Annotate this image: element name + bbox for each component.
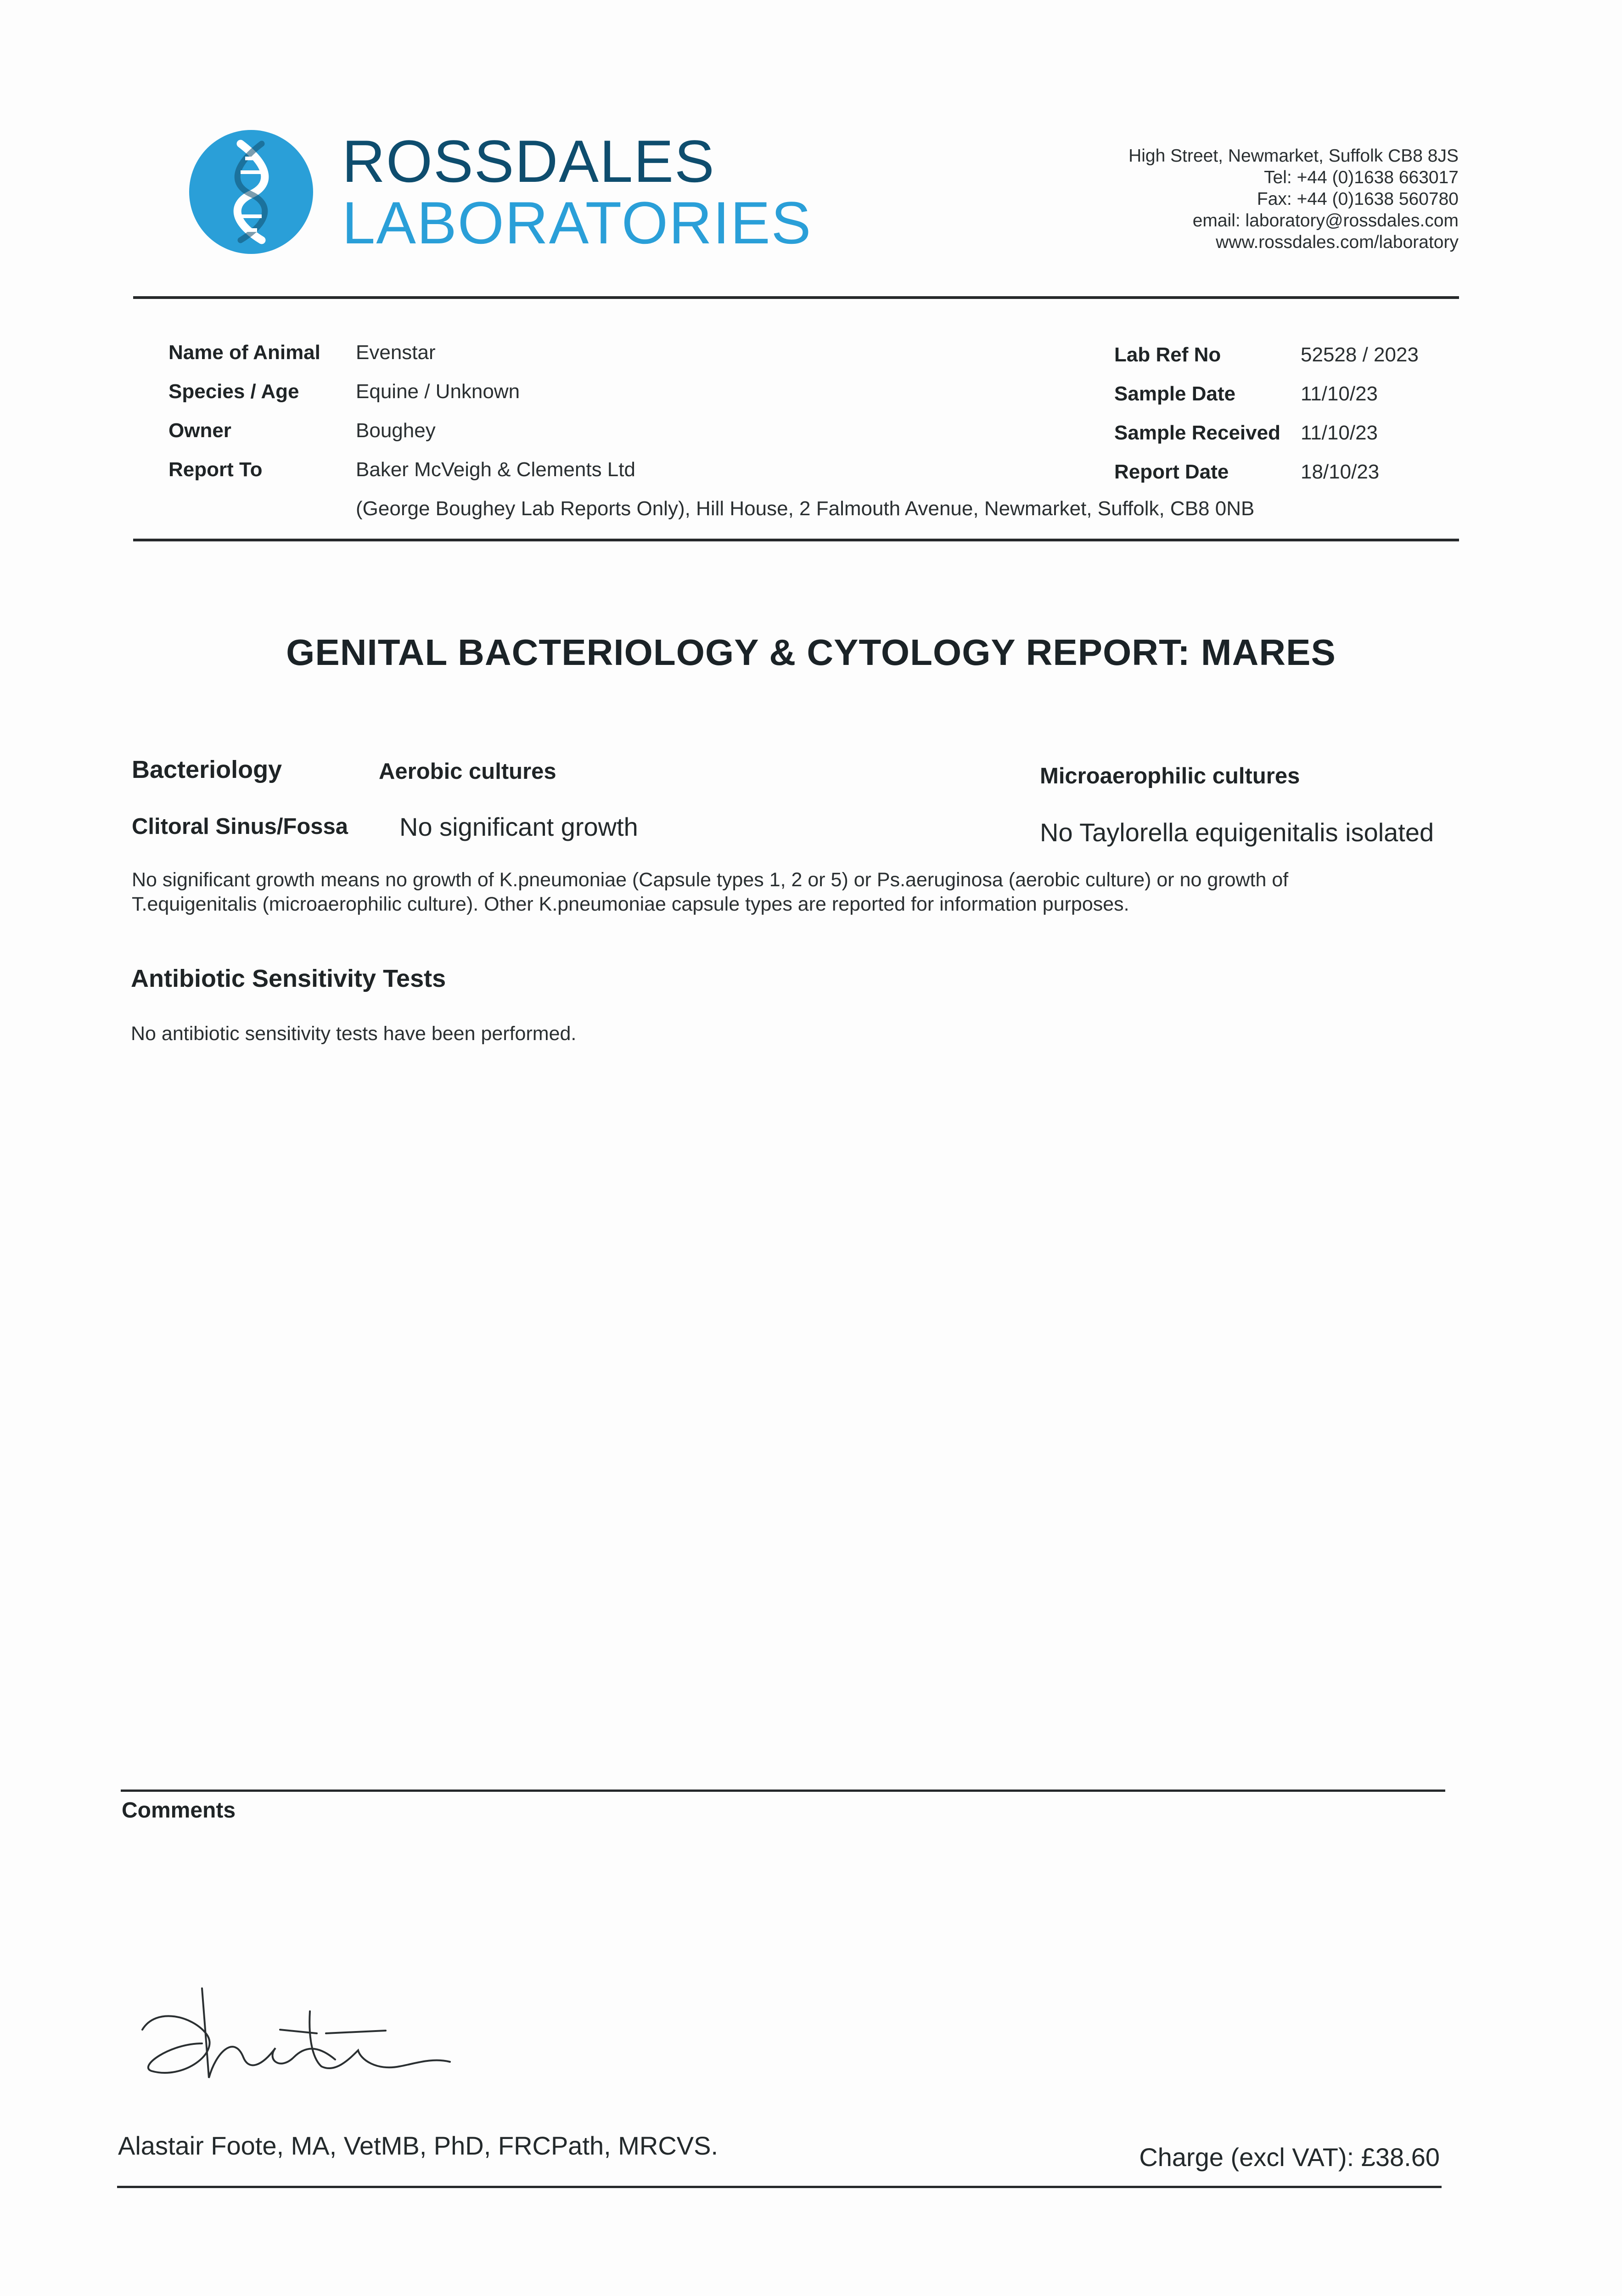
report-date-label: Report Date	[1114, 461, 1229, 483]
dna-helix-icon	[189, 130, 313, 254]
name-of-animal-label: Name of Animal	[168, 341, 320, 364]
note-line: T.equigenitalis (microaerophilic culture). Other K.pneumoniae capsule types are reported for information purposes.	[132, 893, 1129, 915]
lab-name-line2: LABORATORIES	[342, 189, 812, 256]
name-of-animal-value: Evenstar	[356, 341, 436, 364]
address-line: High Street, Newmarket, Suffolk CB8 8JS	[1128, 146, 1459, 166]
ast-heading: Antibiotic Sensitivity Tests	[131, 965, 446, 992]
aerobic-cultures-heading: Aerobic cultures	[379, 759, 556, 784]
microaerophilic-cultures-heading: Microaerophilic cultures	[1040, 764, 1300, 788]
aerobic-result: No significant growth	[399, 812, 638, 841]
signature	[129, 1979, 468, 2099]
lab-ref-label: Lab Ref No	[1114, 343, 1221, 366]
fax-line: Fax: +44 (0)1638 560780	[1257, 189, 1459, 209]
footer-divider	[117, 2186, 1442, 2188]
comments-divider	[121, 1790, 1445, 1792]
website-line: www.rossdales.com/laboratory	[1216, 232, 1459, 252]
lab-address	[1128, 145, 1459, 253]
report-to-address: (George Boughey Lab Reports Only), Hill House, 2 Falmouth Avenue, Newmarket, Suffolk, CB8 0NB	[356, 497, 1255, 520]
signer-name: Alastair Foote, MA, VetMB, PhD, FRCPath, MRCVS.	[118, 2131, 718, 2160]
lab-name-line1: ROSSDALES	[342, 128, 715, 195]
comments-label: Comments	[122, 1798, 236, 1823]
sample-received-value: 11/10/23	[1301, 422, 1378, 444]
owner-label: Owner	[168, 419, 231, 442]
sample-received-label: Sample Received	[1114, 422, 1280, 444]
sample-site: Clitoral Sinus/Fossa	[132, 814, 348, 839]
owner-value: Boughey	[356, 419, 436, 442]
bacteriology-heading: Bacteriology	[132, 756, 282, 783]
patient-info-divider	[133, 539, 1459, 541]
charge-amount: Charge (excl VAT): £38.60	[1139, 2143, 1440, 2172]
sample-date-value: 11/10/23	[1301, 383, 1378, 405]
ast-text: No antibiotic sensitivity tests have been performed.	[131, 1023, 577, 1045]
note-line: No significant growth means no growth of K.pneumoniae (Capsule types 1, 2 or 5) or Ps.aeruginosa (aerobic culture) or no growth of	[132, 869, 1289, 891]
interpretation-note	[132, 868, 1288, 917]
email-line: email: laboratory@rossdales.com	[1192, 211, 1459, 231]
report-title: GENITAL BACTERIOLOGY & CYTOLOGY REPORT: MARES	[286, 632, 1336, 673]
microaerophilic-result: No Taylorella equigenitalis isolated	[1040, 818, 1434, 847]
species-age-value: Equine / Unknown	[356, 380, 520, 403]
species-age-label: Species / Age	[168, 380, 299, 403]
report-date-value: 18/10/23	[1301, 461, 1380, 483]
lab-ref-value: 52528 / 2023	[1301, 343, 1419, 366]
header-divider	[133, 296, 1459, 299]
report-to-value: Baker McVeigh & Clements Ltd	[356, 458, 635, 481]
phone-line: Tel: +44 (0)1638 663017	[1264, 168, 1459, 187]
report-to-label: Report To	[168, 458, 263, 481]
sample-date-label: Sample Date	[1114, 383, 1236, 405]
